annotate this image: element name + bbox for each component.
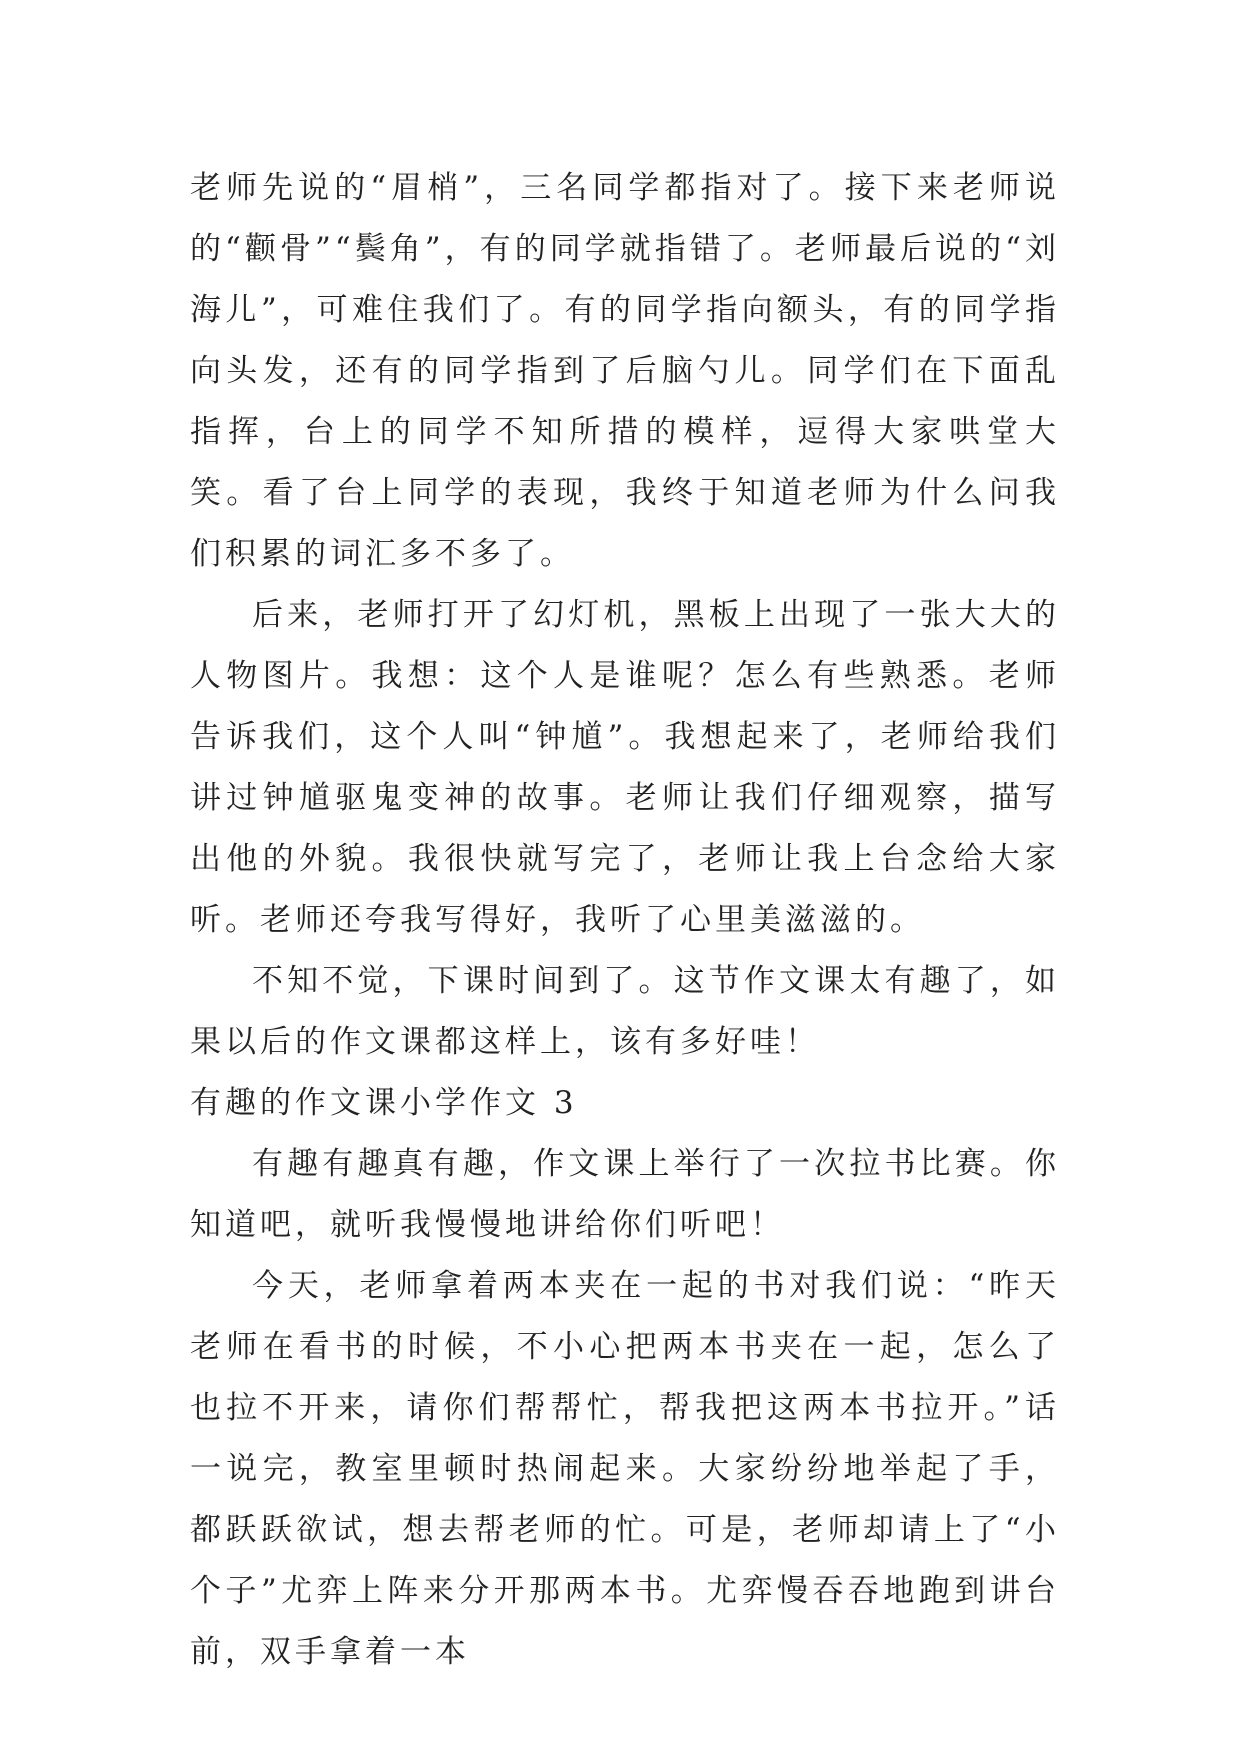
paragraph: 今天，老师拿着两本夹在一起的书对我们说：“昨天老师在看书的时候，不小心把两本书夹在一起，怎么了也拉不开来，请你们帮帮忙，帮我把这两本书拉开。”话一说完，教室里顿时热闹起来。大家纷纷地举起了手，都跃跃欲试，想去帮老师的忙。可是，老师却请上了“小个子”尤弈上阵来分开那两本书。尤弈慢吞吞地跑到讲台前，双手拿着一本 <box>190 1268 1060 1670</box>
document-body <box>190 158 1060 1683</box>
paragraph: 不知不觉，下课时间到了。这节作文课太有趣了，如果以后的作文课都这样上，该有多好哇！ <box>190 963 1060 1060</box>
paragraph-continued: 老师先说的“眉梢”，三名同学都指对了。接下来老师说的“颧骨”“鬓角”，有的同学就指错了。老师最后说的“刘海儿”，可难住我们了。有的同学指向额头，有的同学指向头发，还有的同学指到了后脑勺儿。同学们在下面乱指挥，台上的同学不知所措的模样，逗得大家哄堂大笑。看了台上同学的表现，我终于知道老师为什么问我们积累的词汇多不多了。 <box>190 170 1060 572</box>
section-title: 有趣的作文课小学作文 3 <box>190 1085 578 1121</box>
paragraph: 有趣有趣真有趣，作文课上举行了一次拉书比赛。你知道吧，就听我慢慢地讲给你们听吧！ <box>190 1146 1060 1243</box>
paragraph: 后来，老师打开了幻灯机，黑板上出现了一张大大的人物图片。我想：这个人是谁呢？怎么有些熟悉。老师告诉我们，这个人叫“钟馗”。我想起来了，老师给我们讲过钟馗驱鬼变神的故事。老师让我们仔细观察，描写出他的外貌。我很快就写完了，老师让我上台念给大家听。老师还夸我写得好，我听了心里美滋滋的。 <box>190 597 1060 938</box>
